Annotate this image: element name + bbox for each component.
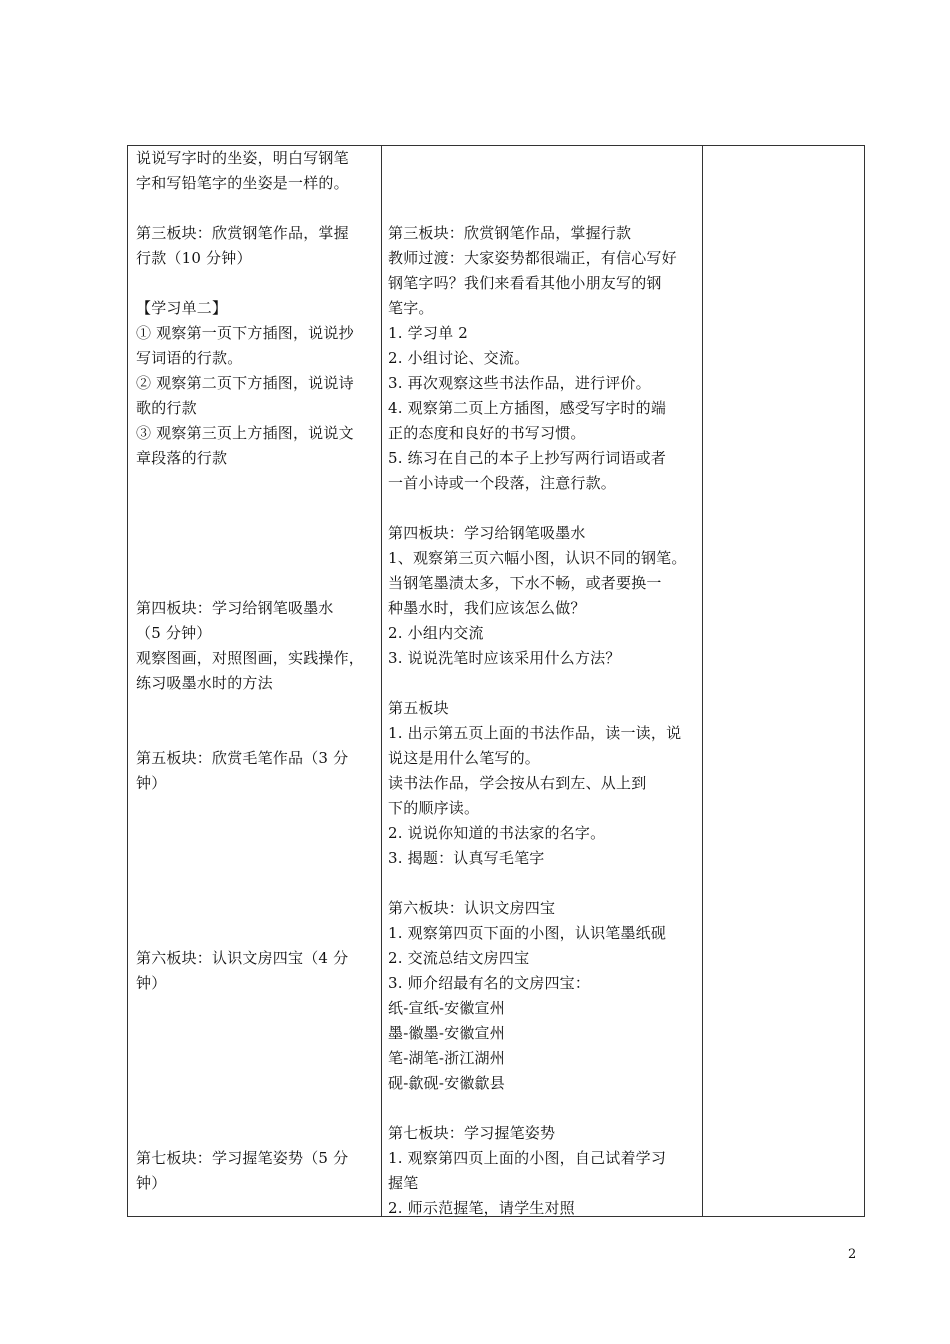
text-line: 钢笔字吗？我们来看看其他小朋友写的钢 (388, 274, 662, 292)
text-line: 第四板块：学习给钢笔吸墨水 (388, 524, 586, 542)
text-line: 2. 小组讨论、交流。 (388, 349, 530, 367)
text-line (388, 146, 698, 171)
text-line (136, 496, 380, 521)
text-line: 第七板块：学习握笔姿势 (388, 1124, 556, 1142)
text-line: 种墨水时，我们应该怎么做？ (388, 599, 586, 617)
text-line: 1. 观察第四页上面的小图，自己试着学习 (388, 1149, 667, 1167)
text-line (136, 896, 380, 921)
text-line (136, 846, 380, 871)
lesson-plan-table (127, 145, 865, 1217)
text-line: 5. 练习在自己的本子上抄写两行词语或者 (388, 449, 667, 467)
text-line: 第五板块 (388, 699, 449, 717)
text-line: 2. 说说你知道的书法家的名字。 (388, 824, 606, 842)
text-line (136, 1046, 380, 1071)
text-line: ① 观察第一页下方插图，说说抄 (136, 324, 354, 342)
text-line (388, 1096, 698, 1121)
text-line: 握笔 (388, 1174, 419, 1192)
teacher-activity-column (388, 146, 698, 1221)
text-line: 第六板块：认识文房四宝 (388, 899, 556, 917)
text-line (136, 1096, 380, 1121)
text-line: 2. 师示范握笔，请学生对照 (388, 1199, 575, 1217)
text-line: 行款（10 分钟） (136, 249, 252, 267)
text-line: 3. 说说洗笔时应该采用什么方法？ (388, 649, 621, 667)
text-line: 钟） (136, 774, 167, 792)
text-line: （5 分钟） (136, 624, 212, 642)
text-line (136, 1071, 380, 1096)
text-line: 3. 再次观察这些书法作品，进行评价。 (388, 374, 651, 392)
text-line: 正的态度和良好的书写习惯。 (388, 424, 586, 442)
text-line (136, 1021, 380, 1046)
text-line: 歌的行款 (136, 399, 197, 417)
text-line: 第六板块：认识文房四宝（4 分 (136, 949, 349, 967)
text-line: 2. 小组内交流 (388, 624, 484, 642)
text-line (388, 171, 698, 196)
text-line (136, 271, 380, 296)
text-line: 笔-湖笔-浙江湖州 (388, 1049, 505, 1067)
text-line (388, 496, 698, 521)
text-line: 第四板块：学习给钢笔吸墨水 (136, 599, 334, 617)
text-line (136, 721, 380, 746)
text-line: 2. 交流总结文房四宝 (388, 949, 530, 967)
text-line: 第七板块：学习握笔姿势（5 分 (136, 1149, 349, 1167)
page-number: 2 (848, 1247, 857, 1262)
text-line: 1. 学习单 2 (388, 324, 468, 342)
text-line: 读书法作品，学会按从右到左、从上到 (388, 774, 647, 792)
text-line: 1、观察第三页六幅小图，认识不同的钢笔。 (388, 549, 687, 567)
text-line: 砚-歙砚-安徽歙县 (388, 1074, 505, 1092)
column-divider (381, 146, 382, 1216)
text-line: 第五板块：欣赏毛笔作品（3 分 (136, 749, 349, 767)
text-line: 说这是用什么笔写的。 (388, 749, 541, 767)
text-line (136, 571, 380, 596)
text-line: 钟） (136, 1174, 167, 1192)
text-line: 纸-宣纸-安徽宣州 (388, 999, 505, 1017)
text-line: 第三板块：欣赏钢笔作品，掌握行款 (388, 224, 632, 242)
text-line: 钟） (136, 974, 167, 992)
text-line (388, 871, 698, 896)
student-activity-column (136, 146, 380, 1196)
text-line: 观察图画，对照图画，实践操作， (136, 649, 365, 667)
text-line: ② 观察第二页下方插图，说说诗 (136, 374, 354, 392)
text-line: 写词语的行款。 (136, 349, 243, 367)
text-line: 一首小诗或一个段落，注意行款。 (388, 474, 617, 492)
text-line: 3. 师介绍最有名的文房四宝： (388, 974, 591, 992)
text-line: 章段落的行款 (136, 449, 228, 467)
text-line: 4. 观察第二页上方插图，感受写字时的端 (388, 399, 667, 417)
text-line (136, 821, 380, 846)
text-line (136, 871, 380, 896)
text-line (388, 196, 698, 221)
column-divider (702, 146, 703, 1216)
text-line: 第三板块：欣赏钢笔作品，掌握 (136, 224, 349, 242)
text-line: 练习吸墨水时的方法 (136, 674, 273, 692)
text-line (136, 521, 380, 546)
text-line (136, 921, 380, 946)
text-line: 墨-徽墨-安徽宣州 (388, 1024, 505, 1042)
text-line (136, 696, 380, 721)
text-line (388, 671, 698, 696)
text-line: 1. 出示第五页上面的书法作品，读一读，说 (388, 724, 682, 742)
text-line: 当钢笔墨渍太多，下水不畅，或者要换一 (388, 574, 662, 592)
text-line: 【学习单二】 (136, 299, 228, 317)
text-line (136, 996, 380, 1021)
text-line (136, 1121, 380, 1146)
text-line: 说说写字时的坐姿，明白写钢笔 (136, 149, 349, 167)
text-line (136, 196, 380, 221)
text-line: 1. 观察第四页下面的小图，认识笔墨纸砚 (388, 924, 667, 942)
text-line (136, 546, 380, 571)
text-line: 3. 揭题：认真写毛笔字 (388, 849, 545, 867)
text-line: 字和写铅笔字的坐姿是一样的。 (136, 174, 349, 192)
text-line: 笔字。 (388, 299, 434, 317)
text-line: 教师过渡：大家姿势都很端正，有信心写好 (388, 249, 677, 267)
text-line (136, 796, 380, 821)
text-line (136, 471, 380, 496)
text-line: ③ 观察第三页上方插图，说说文 (136, 424, 354, 442)
text-line: 下的顺序读。 (388, 799, 480, 817)
